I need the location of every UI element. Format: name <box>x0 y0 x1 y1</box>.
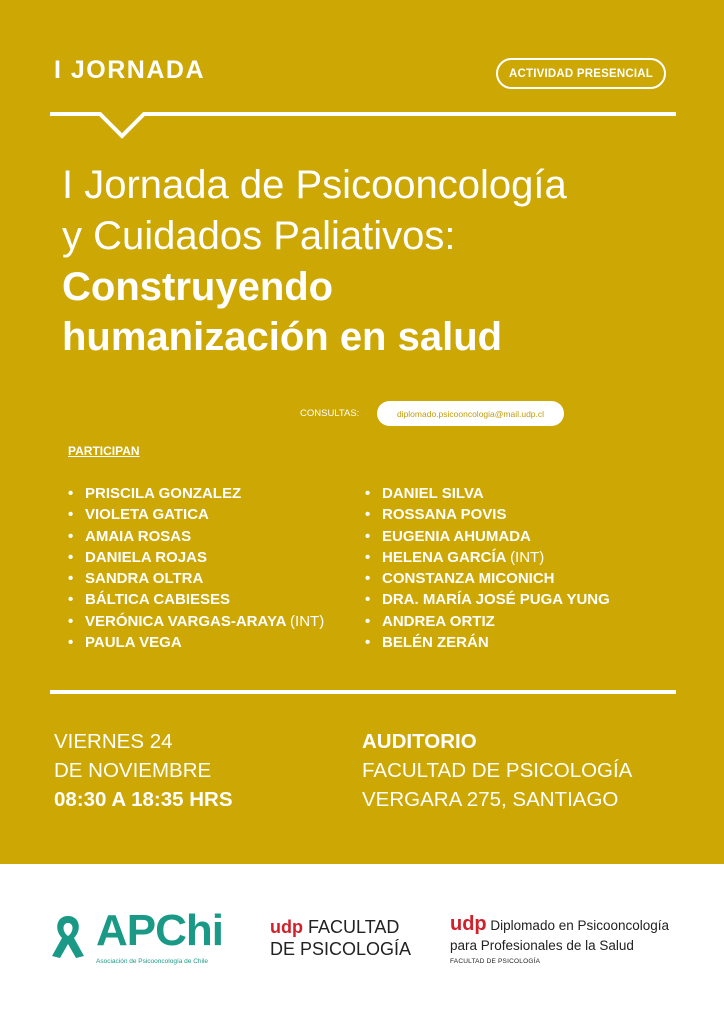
event-day: VIERNES 24 <box>54 730 173 753</box>
participant-name: DRA. MARÍA JOSÉ PUGA YUNG <box>382 591 610 609</box>
bullet-icon: • <box>68 634 74 652</box>
bullet-icon: • <box>68 591 74 609</box>
international-tag: (INT) <box>290 612 325 630</box>
bullet-icon: • <box>365 506 371 524</box>
bullet-icon: • <box>365 570 371 588</box>
participant-name: ANDREA ORTIZ <box>382 612 495 630</box>
udp-psychology-logo <box>270 916 411 960</box>
list-item <box>68 589 324 610</box>
list-item <box>365 483 610 504</box>
bullet-icon: • <box>365 548 371 566</box>
list-item <box>365 547 610 568</box>
venue-name: AUDITORIO <box>362 730 477 753</box>
participant-name: BELÉN ZERÁN <box>382 634 489 652</box>
udp-mark: udp <box>450 913 487 935</box>
title-line-1: I Jornada de Psicooncología <box>62 163 567 207</box>
bullet-icon: • <box>365 612 371 630</box>
list-item <box>365 568 610 589</box>
participants-list-left <box>68 483 324 653</box>
participant-name: AMAIA ROSAS <box>85 527 192 545</box>
venue-faculty: FACULTAD DE PSICOLOGÍA <box>362 759 633 782</box>
apchi-subtitle: Asociación de Psicooncología de Chile <box>96 958 209 965</box>
list-item <box>365 504 610 525</box>
udp-diploma-logo <box>450 914 669 968</box>
list-item <box>365 589 610 610</box>
apchi-wordmark: APChi <box>96 906 223 955</box>
bullet-icon: • <box>68 548 74 566</box>
title-line-3: Construyendo <box>62 264 334 309</box>
list-item <box>365 611 610 632</box>
list-item <box>68 547 324 568</box>
participant-name: EUGENIA AHUMADA <box>382 527 531 545</box>
diploma-faculty: FACULTAD DE PSICOLOGÍA <box>450 958 541 965</box>
international-tag: (INT) <box>510 548 545 566</box>
bullet-icon: • <box>68 612 74 630</box>
participant-name: SANDRA OLTRA <box>85 570 204 588</box>
participant-name: PAULA VEGA <box>85 634 182 652</box>
bullet-icon: • <box>365 527 371 545</box>
list-item <box>365 526 610 547</box>
bullet-icon: • <box>365 485 371 502</box>
list-item <box>68 504 324 525</box>
udp-mark: udp <box>270 917 303 937</box>
diploma-line1: Diplomado en Psicooncología <box>490 918 670 933</box>
bullet-icon: • <box>68 527 74 545</box>
event-kicker: I JORNADA <box>54 56 206 84</box>
ribbon-icon <box>48 912 88 962</box>
participant-name: VIOLETA GATICA <box>85 506 209 524</box>
list-item <box>68 611 324 632</box>
list-item <box>68 526 324 547</box>
list-item <box>68 568 324 589</box>
bullet-icon: • <box>365 634 371 652</box>
participant-name: DANIEL SILVA <box>382 485 484 502</box>
bullet-icon: • <box>68 506 74 524</box>
event-hours: 08:30 A 18:35 HRS <box>54 788 233 811</box>
udp-faculty-line2: DE PSICOLOGÍA <box>270 939 412 959</box>
participants-heading: PARTICIPAN <box>68 444 140 458</box>
event-date-time <box>54 727 233 814</box>
activity-type-badge: ACTIVIDAD PRESENCIAL <box>496 58 666 89</box>
event-title <box>62 160 702 363</box>
event-month: DE NOVIEMBRE <box>54 759 212 782</box>
participant-name: BÁLTICA CABIESES <box>85 591 231 609</box>
participant-name: ROSSANA POVIS <box>382 506 507 524</box>
contact-email[interactable]: diplomado.psicooncologia@mail.udp.cl <box>377 401 564 426</box>
event-location <box>362 727 632 814</box>
title-line-4: humanización en salud <box>62 315 503 360</box>
title-line-2: y Cuidados Paliativos: <box>62 213 456 258</box>
list-item <box>68 483 324 504</box>
diploma-line2: para Profesionales de la Salud <box>450 938 634 953</box>
participant-name: DANIELA ROJAS <box>85 548 207 566</box>
sponsor-footer <box>0 864 724 1024</box>
venue-address: VERGARA 275, SANTIAGO <box>362 788 619 811</box>
consultas-label: CONSULTAS: <box>300 408 360 419</box>
participant-name: PRISCILA GONZALEZ <box>85 485 242 502</box>
list-item <box>365 632 610 653</box>
apchi-logo <box>48 906 233 972</box>
bullet-icon: • <box>68 570 74 588</box>
participants-list-right <box>365 483 610 653</box>
bullet-icon: • <box>365 591 371 609</box>
participant-name: VERÓNICA VARGAS-ARAYA <box>85 612 286 630</box>
section-divider <box>50 690 676 694</box>
bullet-icon: • <box>68 485 74 502</box>
speech-bubble-divider <box>50 98 680 142</box>
list-item <box>68 632 324 653</box>
udp-faculty-line1: FACULTAD <box>308 917 400 937</box>
participant-name: HELENA GARCÍA <box>382 548 506 566</box>
participant-name: CONSTANZA MICONICH <box>382 570 555 588</box>
